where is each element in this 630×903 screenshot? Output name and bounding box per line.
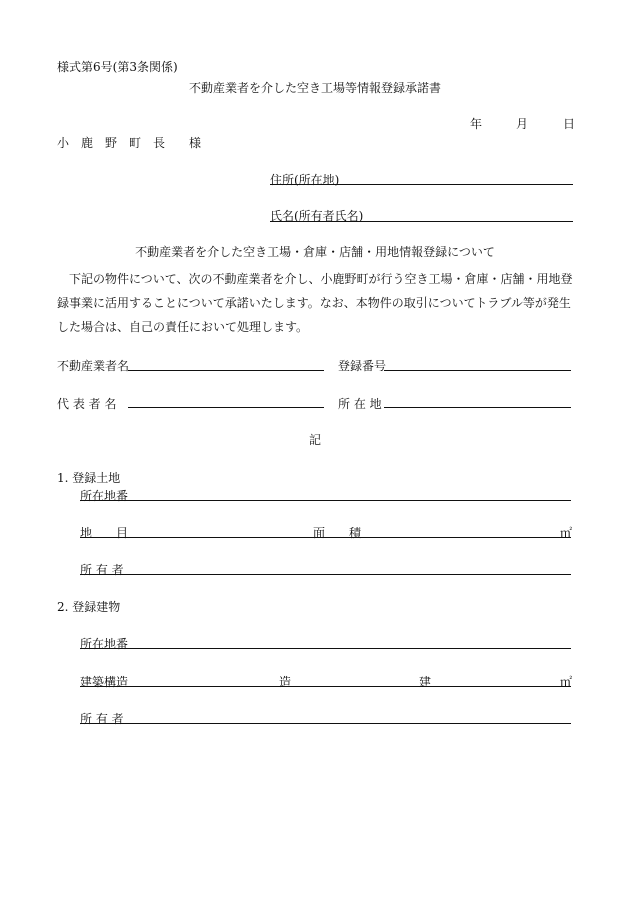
- land-category-label: 地 目: [80, 526, 129, 540]
- agent-rep-field-line[interactable]: [128, 407, 324, 408]
- agent-location-label: 所 在 地: [338, 397, 382, 411]
- subject-line: 不動産業者を介した空き工場・倉庫・店舗・用地情報登録について: [135, 245, 495, 259]
- name-field-line[interactable]: [270, 221, 573, 222]
- agent-rep-label: 代 表 者 名: [57, 397, 117, 411]
- consent-paragraph: 下記の物件について、次の不動産業者を介し、小鹿野町が行う空き工場・倉庫・店舗・用地登録事業に活用することについて承諾いたします。なお、本物件の取引についてトラブル等が発生した場合は、自己の責任において処理します。: [57, 272, 573, 334]
- land-heading: 1. 登録土地: [57, 471, 121, 485]
- land-lot-label: 所在地番: [80, 489, 129, 503]
- building-ken-label: 建: [419, 675, 432, 689]
- building-lot-field-line[interactable]: [80, 648, 571, 649]
- land-area-label: 面 積: [313, 526, 362, 540]
- date-month-label: 月: [516, 117, 529, 131]
- land-lot-field-line[interactable]: [80, 500, 571, 501]
- date-year-label: 年: [470, 117, 483, 131]
- building-area-unit: ㎡: [560, 675, 573, 689]
- form-number-label: 様式第6号(第3条関係): [57, 60, 178, 74]
- record-mark: 記: [308, 433, 321, 447]
- land-owner-label: 所 有 者: [80, 563, 124, 577]
- address-label: 住所(所在地): [270, 173, 340, 187]
- land-owner-field-line[interactable]: [80, 574, 571, 575]
- building-owner-label: 所 有 者: [80, 712, 124, 726]
- name-label: 氏名(所有者氏名): [270, 209, 364, 223]
- land-category-area-field-line[interactable]: [80, 537, 571, 538]
- date-day-label: 日: [563, 117, 576, 131]
- building-structure-label: 建築構造: [80, 675, 129, 689]
- recipient: 小 鹿 野 町 長 様: [57, 136, 202, 150]
- building-lot-label: 所在地番: [80, 637, 129, 651]
- land-area-unit: ㎡: [560, 526, 573, 540]
- address-field-line[interactable]: [270, 184, 573, 185]
- building-structure-field-line[interactable]: [80, 686, 571, 687]
- agent-location-field-line[interactable]: [384, 407, 571, 408]
- document-title: 不動産業者を介した空き工場等情報登録承諾書: [188, 81, 441, 95]
- agent-reg-no-field-line[interactable]: [384, 370, 571, 371]
- agent-reg-no-label: 登録番号: [338, 359, 387, 373]
- building-owner-field-line[interactable]: [80, 723, 571, 724]
- building-zo-label: 造: [279, 675, 292, 689]
- building-heading: 2. 登録建物: [57, 600, 121, 614]
- agent-company-field-line[interactable]: [128, 370, 324, 371]
- agent-company-label: 不動産業者名: [57, 359, 130, 373]
